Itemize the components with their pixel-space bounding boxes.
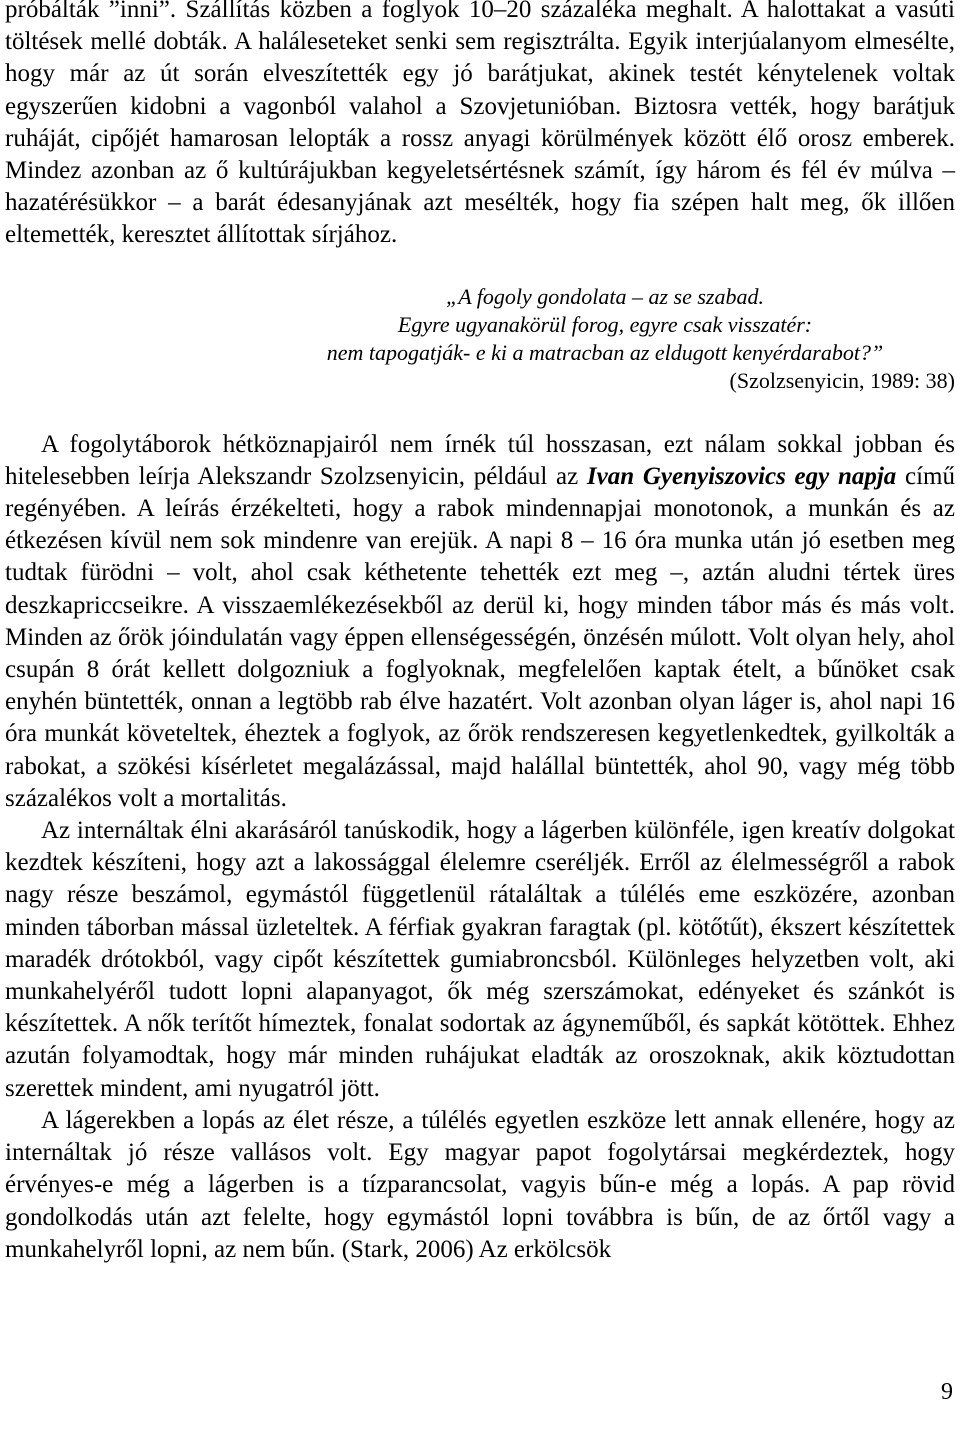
document-page [5, 0, 955, 1266]
quote-line-3: nem tapogatják- e ki a matracban az eldugott kenyérdarabot?” [326, 339, 884, 365]
paragraph-4: A lágerekben a lopás az élet része, a túlélés egyetlen eszköze lett annak ellenére, hogy az internáltak jó része vallásos volt. Egy magyar papot fogolytársai megkérdeztek, hogy érvényes-e még a lágerben is a tízparancsolat, vagyis bűn-e még a lopás. A pap rövid gondolkodás után azt felelte, hogy egymástól lopni továbbra is bűn, de az őrtől vagy a munkahelyről lopni, az nem bűn. (Stark, 2006) Az erkölcsök [5, 1106, 955, 1263]
quote-citation: (Szolzsenyicin, 1989: 38) [729, 367, 955, 393]
block-quote [5, 283, 955, 395]
paragraph-2-text-after: című regényében. A leírás érzékelteti, hogy a rabok mindennapjai monotonok, a munkán és az étkezésen kívül nem sok mindenre van erejük. A napi 8 – 16 óra munka után jó esetben meg tudtak fürödni – volt, ahol csak kéthetente tehették ezt meg –, aztán aludni tértek üres deszkapriccseikre. A visszaemlékezésekből az derül ki, hogy minden tábor más és más volt. Minden az őrök jóindulatán vagy éppen ellenségességén, önzésén múlott. Volt olyan hely, ahol csupán 8 órát kellett dolgozniuk a foglyoknak, megfelelően kaptak ételt, a bűnöket csak enyhén büntették, onnan a legtöbb rab élve hazatért. Volt azonban olyan láger is, ahol napi 16 óra munkát követeltek, éheztek a foglyok, az őrök rendszeresen kegyetlenkedtek, gyilkolták a rabokat, a szökési kísérletet megalázással, majd halállal büntették, ahol 90, vagy még több százalékos volt a mortalitás. [5, 462, 955, 812]
quote-line-1: „A fogoly gondolata – az se szabad. [445, 283, 764, 309]
section-gap [5, 395, 955, 429]
paragraph-3: Az internáltak élni akarásáról tanúskodik, hogy a lágerben különféle, igen kreatív dolgokat kezdtek készíteni, hogy azt a lakossággal élelemre cseréljék. Erről az élelmességről a rabok nagy része beszámol, egymástól függetlenül rátaláltak a túlélés eme eszközére, azonban minden táborban mással üzleteltek. A férfiak gyakran faragtak (pl. kötőtűt), ékszert készítettek maradék drótokból, vagy cipőt készítettek gumiabroncsból. Különleges helyzetben volt, aki munkahelyéről tudott lopni alapanyagot, ők még szerszámokat, edényeket és szánkót is készítettek. A nők terítőt hímeztek, fonalat sodortak az ágyneműből, és sapkát kötöttek. Ehhez azután folyamodtak, hogy már minden ruhájukat eladták az oroszoknak, akik köztudottan szerettek mindent, ami nyugatról jött. [5, 817, 955, 1102]
page-number: 9 [941, 1379, 953, 1405]
quote-line-2: Egyre ugyanakörül forog, egyre csak visszatér: [397, 311, 813, 337]
paragraph-1: próbálták ”inni”. Szállítás közben a foglyok 10–20 százaléka meghalt. A halottakat a vasúti töltések mellé dobták. A haláleseteket senki sem regisztrálta. Egyik interjúalanyom elmesélte, hogy már az út során elveszítették egy jó barátjukat, akinek testét kénytelenek voltak egyszerűen kidobni a vagonból valahol a Szovjetunióban. Biztosra vették, hogy barátjuk ruháját, cipőjét hamarosan lelopták a rossz anyagi körülmények között élő orosz emberek. Mindez azonban az ő kultúrájukban kegyeletsértésnek számít, így három és fél év múlva – hazatérésükkor – a barát édesanyjának azt mesélték, hogy fia szépen halt meg, ők illően eltemették, keresztet állítottak sírjához. [5, 0, 955, 249]
book-title: Ivan Gyenyiszovics egy napja [586, 462, 897, 490]
paragraph-2 [5, 429, 955, 815]
paragraph-2-text-before: A fogolytáborok hétköznapjairól nem írnék túl hosszasan, ezt nálam sokkal jobban és hitelesebben leírja Alekszandr Szolzsenyicin, például az [5, 430, 955, 490]
